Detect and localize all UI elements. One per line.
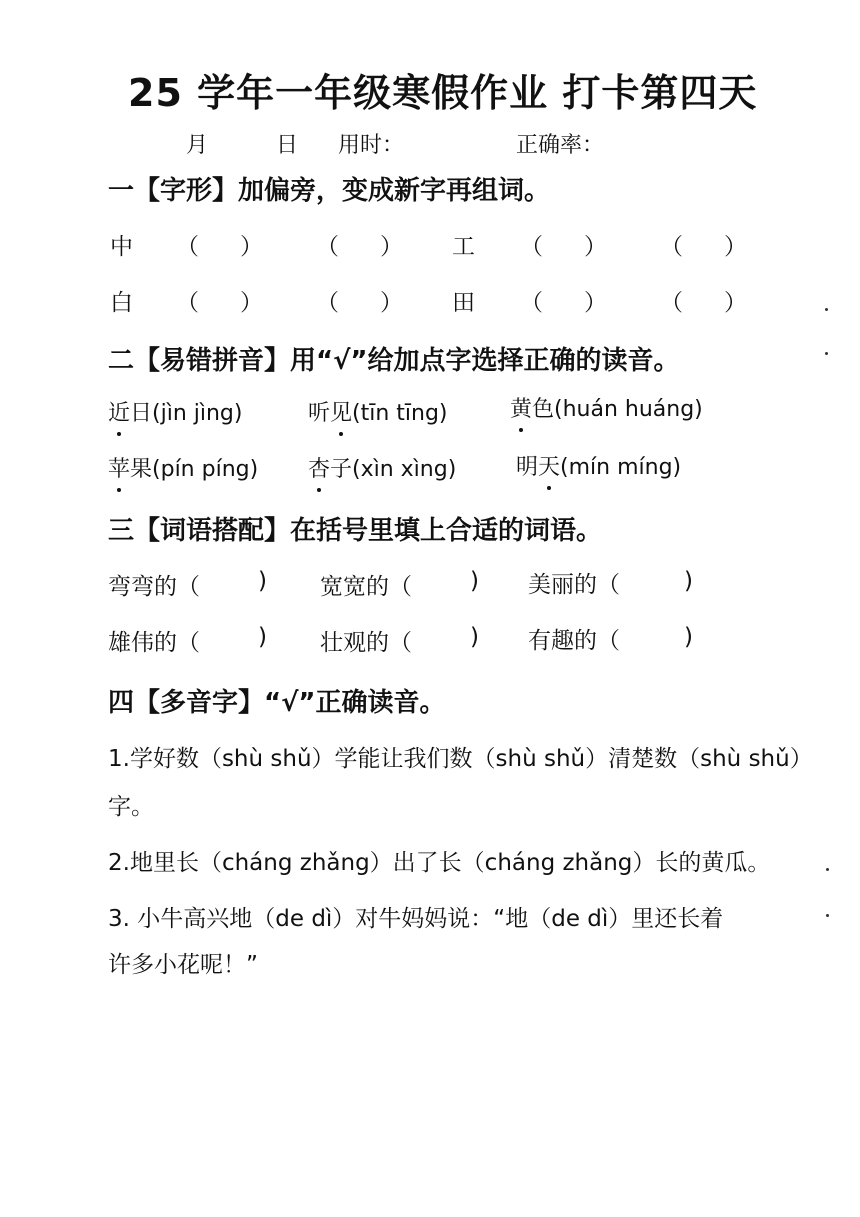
paren-open: （ [316, 234, 339, 260]
pinyin-item [108, 452, 258, 483]
question-1-line-1: 1.学好数（shù shǔ）学能让我们数（shù shǔ）清楚数（shù shǔ） [108, 746, 813, 772]
paren-close: ) [258, 568, 267, 594]
paren-open: （ [660, 234, 683, 260]
scan-mark [825, 352, 828, 355]
dotted-char: 天 [538, 450, 560, 481]
pinyin-item [308, 452, 456, 483]
paren-close: ） [380, 290, 403, 316]
paren-close: ) [470, 624, 479, 650]
phrase-item: 雄伟的（ [108, 630, 200, 656]
paren-close: ） [584, 290, 607, 316]
question-2: 2.地里长（cháng zhǎng）出了长（cháng zhǎng）长的黄瓜。 [108, 850, 771, 876]
dotted-char: 杏 [308, 452, 330, 483]
paren-close: ) [258, 624, 267, 650]
phrase-item: 宽宽的（ [320, 574, 412, 600]
section-2-heading: 二【易错拼音】用“√”给加点字选择正确的读音。 [108, 346, 680, 376]
pinyin-item [308, 396, 448, 427]
paren-open: （ [316, 290, 339, 316]
question-3-line-1: 3. 小牛高兴地（de dì）对牛妈妈说：“地（de dì）里还长着 [108, 906, 724, 932]
paren-open: （ [520, 290, 543, 316]
dotted-char: 黄 [510, 392, 532, 423]
paren-close: ） [724, 290, 747, 316]
pinyin-rest: 果(pín píng) [130, 457, 259, 482]
phrase-item: 有趣的（ [528, 628, 620, 654]
paren-open: （ [660, 290, 683, 316]
plain-char: 听 [308, 401, 331, 426]
pinyin-rest: (mín míng) [560, 455, 682, 480]
section-4-heading: 四【多音字】“√”正确读音。 [108, 688, 446, 718]
scan-mark [826, 868, 829, 871]
phrase-item: 壮观的（ [320, 630, 412, 656]
base-char: 田 [452, 290, 475, 316]
plain-char: 明 [516, 455, 539, 480]
question-1-line-2: 字。 [108, 794, 154, 820]
base-char: 白 [110, 290, 133, 316]
paren-close: ) [684, 568, 693, 594]
section-1-heading: 一【字形】加偏旁，变成新字再组词。 [108, 176, 551, 206]
accuracy-label: 正确率： [516, 133, 605, 158]
paren-close: ） [724, 234, 747, 260]
page-title: 25 学年一年级寒假作业 打卡第四天 [128, 71, 758, 115]
day-label: 日 [276, 133, 299, 158]
section-3-heading: 三【词语搭配】在括号里填上合适的词语。 [108, 516, 603, 546]
base-char: 中 [110, 234, 133, 260]
pinyin-rest: 日(jìn jìng) [130, 401, 243, 426]
paren-open: （ [520, 234, 543, 260]
paren-close: ） [584, 234, 607, 260]
dotted-char: 苹 [108, 452, 130, 483]
pinyin-item [108, 396, 242, 427]
paren-open: （ [176, 234, 199, 260]
scan-mark [825, 308, 828, 311]
phrase-item: 美丽的（ [528, 572, 620, 598]
pinyin-item [516, 450, 681, 481]
question-3-line-2: 许多小花呢！” [108, 952, 258, 978]
pinyin-rest: (tīn tīng) [352, 401, 448, 426]
paren-close: ） [380, 234, 403, 260]
dotted-char: 近 [108, 396, 130, 427]
paren-open: （ [176, 290, 199, 316]
time-used-label: 用时： [338, 133, 405, 158]
pinyin-item [510, 392, 703, 423]
pinyin-rest: 色(huán huáng) [532, 397, 703, 422]
paren-close: ) [684, 624, 693, 650]
base-char: 工 [452, 234, 475, 260]
pinyin-rest: 子(xìn xìng) [330, 457, 457, 482]
paren-close: ） [240, 234, 263, 260]
dotted-char: 见 [330, 396, 352, 427]
month-label: 月 [186, 133, 209, 158]
paren-close: ) [470, 568, 479, 594]
scan-mark [826, 914, 829, 917]
paren-close: ） [240, 290, 263, 316]
phrase-item: 弯弯的（ [108, 574, 200, 600]
